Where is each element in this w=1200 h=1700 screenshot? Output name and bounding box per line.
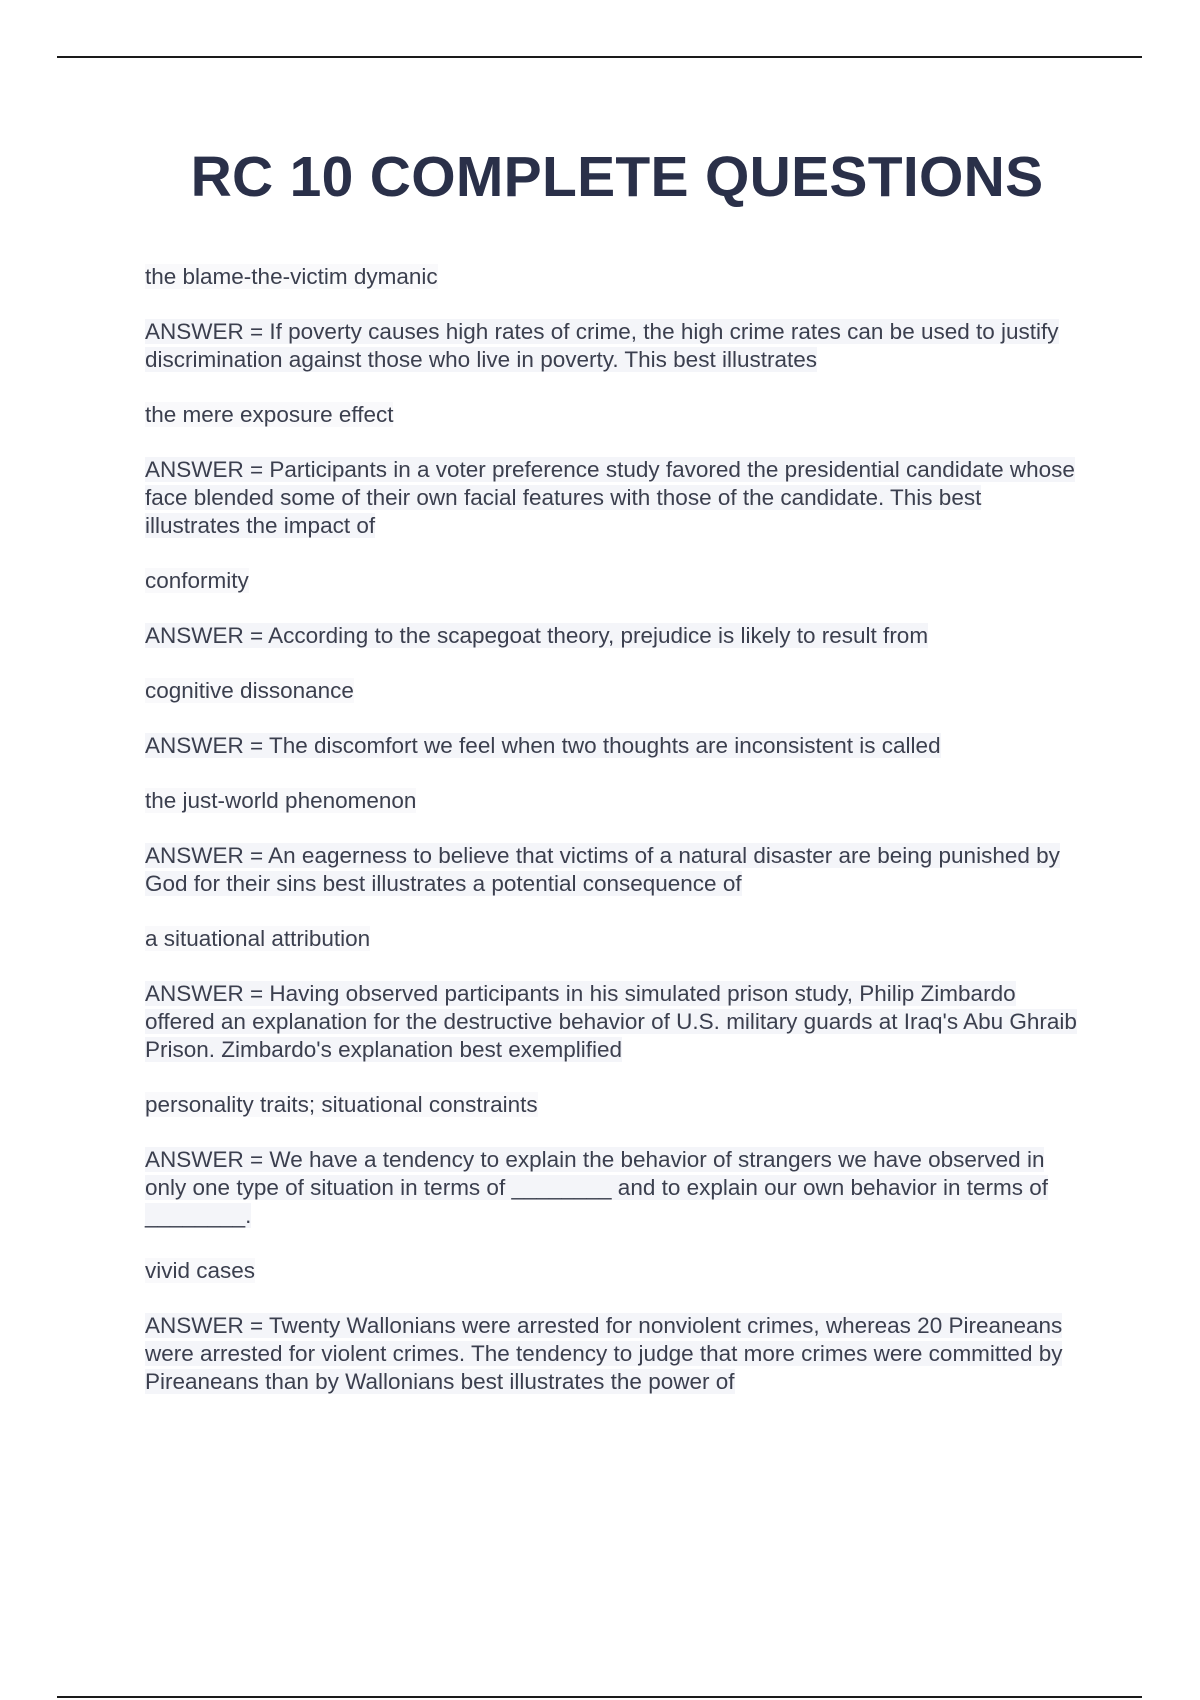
answer-text: ANSWER = An eagerness to believe that victims of a natural disaster are being punished by God for their sins best illustrates a potential consequence of (145, 843, 1060, 896)
question-text: personality traits; situational constraints (145, 1092, 538, 1117)
qa-item (145, 787, 1080, 898)
qa-item (145, 401, 1080, 540)
qa-item (145, 677, 1080, 760)
question-text: vivid cases (145, 1258, 256, 1283)
qa-item (145, 1257, 1080, 1396)
qa-item (145, 567, 1080, 650)
question-text: conformity (145, 568, 249, 593)
qa-item (145, 263, 1080, 374)
answer-text: ANSWER = According to the scapegoat theory, prejudice is likely to result from (145, 623, 929, 648)
top-rule (57, 56, 1142, 58)
question-text: cognitive dissonance (145, 678, 354, 703)
qa-item (145, 1091, 1080, 1230)
answer-text: ANSWER = If poverty causes high rates of crime, the high crime rates can be used to justify discrimination against those who live in poverty. This best illustrates (145, 319, 1059, 372)
question-text: the blame-the-victim dymanic (145, 264, 438, 289)
question-text: the mere exposure effect (145, 402, 394, 427)
answer-text: ANSWER = Having observed participants in his simulated prison study, Philip Zimbardo offered an explanation for the destructive behavior of U.S. military guards at Iraq's Abu Ghraib Prison. Zimbardo's explanation best exemplified (145, 981, 1077, 1062)
answer-text: ANSWER = The discomfort we feel when two thoughts are inconsistent is called (145, 733, 941, 758)
bottom-rule (57, 1696, 1142, 1698)
question-text: the just-world phenomenon (145, 788, 417, 813)
qa-item (145, 925, 1080, 1064)
qa-list (145, 263, 1080, 1423)
answer-text: ANSWER = We have a tendency to explain the behavior of strangers we have observed in only one type of situation in terms of ________ and to explain our own behavior in terms of ________. (145, 1147, 1049, 1228)
question-text: a situational attribution (145, 926, 371, 951)
page-title: RC 10 COMPLETE QUESTIONS (190, 145, 1044, 209)
answer-text: ANSWER = Twenty Wallonians were arrested for nonviolent crimes, whereas 20 Pireaneans were arrested for violent crimes. The tendency to judge that more crimes were committed by Pireaneans than by Wallonians best illustrates the power of (145, 1313, 1063, 1394)
answer-text: ANSWER = Participants in a voter preference study favored the presidential candidate whose face blended some of their own facial features with those of the candidate. This best illustrates the impact of (145, 457, 1075, 538)
